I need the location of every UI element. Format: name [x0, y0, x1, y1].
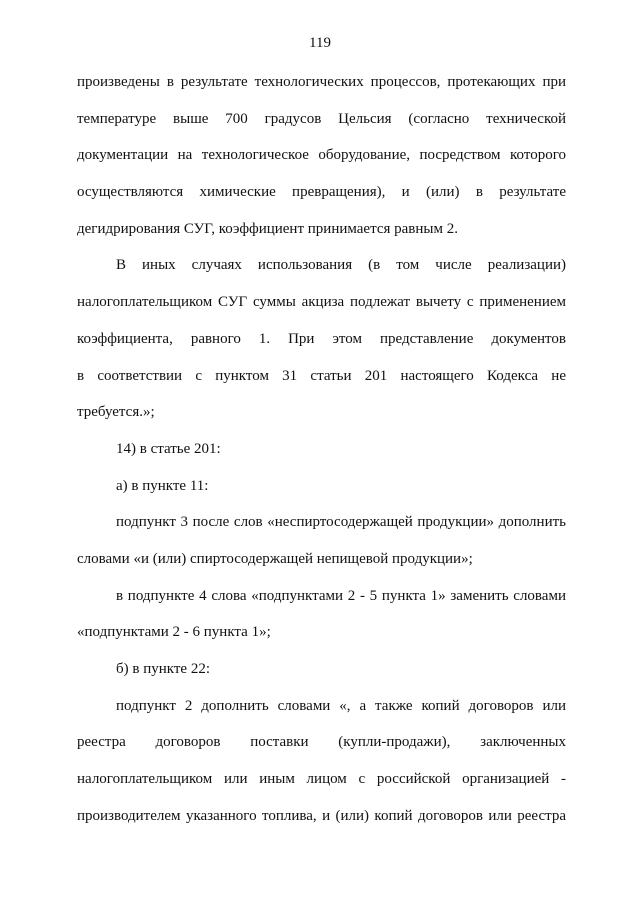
- text-line: В иных случаях использования (в том числе реализации): [116, 257, 566, 274]
- text-line: требуется.»;: [77, 404, 155, 421]
- text-line: а) в пункте 11:: [116, 477, 209, 494]
- page-number: 119: [309, 35, 331, 51]
- text-line: дегидрирования СУГ, коэффициент принимается равным 2.: [77, 220, 458, 237]
- text-line: коэффициента, равного 1. При этом представление документов: [77, 330, 566, 347]
- text-line: подпункт 3 после слов «неспиртосодержащей продукции» дополнить: [116, 514, 566, 531]
- text-line: налогоплательщиком или иным лицом с российской организацией -: [77, 771, 566, 788]
- text-line: в соответствии с пунктом 31 статьи 201 настоящего Кодекса не: [77, 367, 566, 384]
- text-line: производителем указанного топлива, и (или) копий договоров или реестра: [77, 807, 566, 824]
- text-line: налогоплательщиком СУГ суммы акциза подлежат вычету с применением: [77, 294, 566, 311]
- text-line: б) в пункте 22:: [116, 661, 210, 677]
- text-line: «подпунктами 2 - 6 пункта 1»;: [77, 624, 271, 641]
- text-line: произведены в результате технологических процессов, протекающих при: [77, 74, 566, 90]
- text-line: документации на технологическое оборудование, посредством которого: [77, 147, 566, 164]
- text-line: в подпункте 4 слова «подпунктами 2 - 5 пункта 1» заменить словами: [116, 587, 566, 604]
- text-line: температуре выше 700 градусов Цельсия (согласно технической: [77, 110, 566, 127]
- body-text: [77, 70, 566, 840]
- text-line: подпункт 2 дополнить словами «, а также копий договоров или: [116, 697, 566, 714]
- text-line: осуществляются химические превращения), и (или) в результате: [77, 184, 566, 201]
- text-line: словами «и (или) спиртосодержащей непищевой продукции»;: [77, 550, 473, 567]
- text-line: реестра договоров поставки (купли-продажи), заключенных: [77, 734, 566, 751]
- text-line: 14) в статье 201:: [116, 440, 221, 457]
